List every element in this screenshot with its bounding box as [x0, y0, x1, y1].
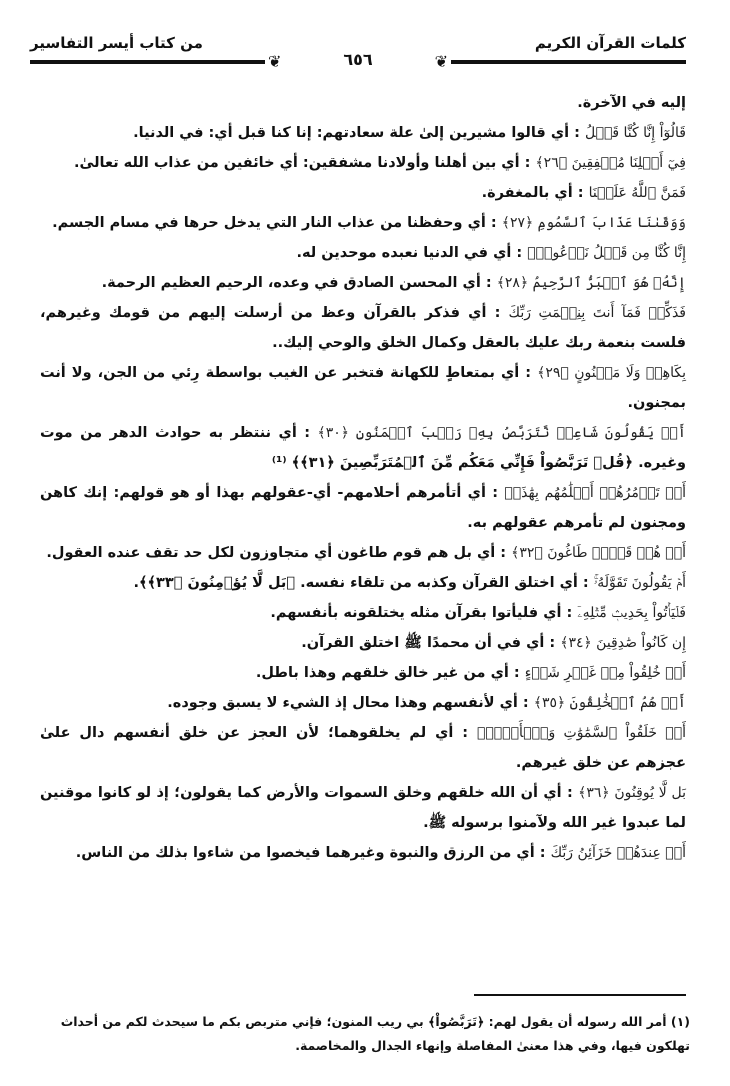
text-line	[40, 538, 686, 568]
quran-phrase: إِن كَانُواْ صَٰدِقِينَ ﴿٣٤﴾	[560, 635, 686, 651]
quran-phrase: أَمۡ خَلَقُواْ ٱلسَّمَٰوَٰتِ وَٱلۡأَرۡضَۚ	[476, 725, 687, 741]
running-title-right: كلمات القرآن الكريم	[534, 34, 686, 52]
text-line	[40, 598, 686, 628]
quran-phrase: أَمۡ يَقُولُونَ تَقَوَّلَهُۥۚ	[593, 575, 686, 591]
quran-phrase: قَالُوٓاْ إِنَّا كُنَّا قَبۡلُ	[584, 125, 686, 141]
explanation: : أي أتأمرهم أحلامهم- أي-عقولهم بهذا أو هو قولهم: إنك كاهن ومجنون لم تأمرهم عقولهم به.	[40, 485, 686, 531]
quran-phrase: أَمۡ هُمُ ٱلۡخَٰلِقُونَ ﴿٣٥﴾	[533, 695, 686, 711]
explanation: إليه في الآخرة.	[577, 95, 686, 111]
footnote-text: أمر الله رسوله أن يقول لهم: ﴿تَرَبَّصُواْ﴾ بي ريب المنون؛ فإني متربص بكم ما سيحدث لكم من أحداث تهلكون فيها، وفي هذا معنىٰ المفاصلة وإنهاء الجدال والمخاصمة.	[60, 1014, 690, 1053]
text-line	[40, 658, 686, 688]
text-line	[40, 568, 686, 598]
text-line	[40, 478, 686, 538]
text-line	[40, 688, 686, 718]
header-rule-right	[451, 60, 686, 64]
text-line	[40, 118, 686, 148]
text-line	[40, 238, 686, 268]
quran-phrase: بَل لَّا يُوقِنُونَ ﴿٣٦﴾	[578, 785, 686, 801]
text-line	[40, 838, 686, 868]
text-line	[40, 178, 686, 208]
running-title-left: من كتاب أيسر التفاسير	[30, 34, 203, 52]
tafsir-body	[40, 88, 686, 868]
explanation: : أي أن الله خلقهم وخلق السموات والأرض كما يقولون؛ إذ لو كانوا موقنين لما عبدوا غير الله ولآمنوا برسوله ﷺ.	[40, 785, 686, 831]
text-line	[40, 358, 686, 418]
explanation: : أي فليأتوا بقرآن مثله يختلقونه بأنفسهم.	[270, 605, 578, 621]
explanation: : أي بالمغفرة.	[481, 185, 589, 201]
quran-phrase: أَمۡ عِندَهُمۡ خَزَآئِنُ رَبِّكَ	[550, 845, 686, 861]
explanation: : أي لم يخلقوهما؛ لأن العجز عن خلق أنفسهم دال علىٰ عجزهم عن خلق غيرهم.	[40, 725, 686, 771]
explanation: : أي ننتظر به حوادث الدهر من موت وغيره. ﴿قُلۡ تَرَبَّصُواْ فَإِنِّي مَعَكُم مِّنَ ٱلۡمُتَرَبِّصِينَ ﴿٣١﴾﴾ ⁽¹⁾	[40, 425, 686, 471]
quran-phrase: إِنَّهُۥ هُوَ ٱلۡبَرُّ ٱلرَّحِيمُ ﴿٢٨﴾	[496, 275, 686, 291]
explanation: : أي في أن محمدًا ﷺ اختلق القرآن.	[301, 635, 561, 651]
footnote-separator	[474, 994, 686, 996]
explanation: : أي لأنفسهم وهذا محال إذ الشيء لا يسبق وجوده.	[167, 695, 534, 711]
explanation: : أي بين أهلنا وأولادنا مشفقين: أي خائفين من عذاب الله تعالىٰ.	[73, 155, 536, 171]
ornament-icon: ❦	[268, 52, 282, 71]
quran-phrase: أَمۡ خُلِقُواْ مِنۡ غَيۡرِ شَيۡءٍ	[524, 665, 686, 681]
explanation: : أي المحسن الصادق في وعده، الرحيم العظيم الرحمة.	[101, 275, 497, 291]
quran-phrase: فَمَنَّ ٱللَّهُ عَلَيۡنَا	[588, 185, 686, 201]
quran-phrase: أَمۡ تَأۡمُرُهُمۡ أَحۡلَٰمُهُم بِهَٰذَآۚ	[504, 485, 687, 501]
quran-phrase: أَمۡ يَقُولُونَ شَاعِرٞ نَّتَرَبَّصُ بِهِۦ رَيۡبَ ٱلۡمَنُونِ ﴿٣٠﴾	[317, 425, 686, 441]
explanation: : أي قالوا مشيرين إلىٰ علة سعادتهم: إنا كنا قبل أي: في الدنيا.	[133, 125, 585, 141]
explanation: : أي وحفظنا من عذاب النار التي يدخل حرها في مسام الجسم.	[52, 215, 502, 231]
page-header	[30, 22, 686, 72]
explanation: : أي فذكر بالقرآن وعظ من أرسلت إليهم من قومك وغيرهم، فلست بنعمة ربك عليك بالعقل وكمال الخلق والوحي إليك..	[40, 305, 686, 351]
text-line	[40, 148, 686, 178]
page-number: ٦٥٦	[343, 50, 373, 69]
ornament-icon: ❦	[434, 52, 448, 71]
quran-phrase: فَلۡيَأۡتُواْ بِحَدِيثٖ مِّثۡلِهِۦٓ	[577, 605, 686, 621]
explanation: : أي في الدنيا نعبده موحدين له.	[296, 245, 528, 261]
explanation: : أي من غير خالق خلقهم وهذا باطل.	[255, 665, 525, 681]
explanation: : أي بمتعاطٍ للكهانة فتخبر عن الغيب بواسطة رِئي من الجن، ولا أنت بمجنون.	[40, 365, 686, 411]
explanation: : أي اختلق القرآن وكذبه من تلقاء نفسه. ﴿بَل لَّا يُؤۡمِنُونَ ﴿٣٣﴾﴾.	[133, 575, 594, 591]
quran-phrase: بِكَاهِنٖ وَلَا مَجۡنُونٍ ﴿٢٩﴾	[537, 365, 686, 381]
text-line	[40, 628, 686, 658]
text-line	[40, 268, 686, 298]
quran-phrase: وَوَقَىٰنَا عَذَابَ ٱلسَّمُومِ ﴿٢٧﴾	[501, 215, 686, 231]
footnote	[36, 1010, 690, 1058]
quran-phrase: فِيٓ أَهۡلِنَا مُشۡفِقِينَ ﴿٢٦﴾	[535, 155, 686, 171]
text-line	[40, 418, 686, 478]
text-line	[40, 208, 686, 238]
explanation: : أي بل هم قوم طاغون أي متجاوزون لكل حد تقف عنده العقول.	[46, 545, 512, 561]
quran-phrase: أَمۡ هُمۡ قَوۡمٞ طَاغُونَ ﴿٣٢﴾	[511, 545, 686, 561]
text-line	[40, 778, 686, 838]
text-line	[40, 88, 686, 118]
text-line	[40, 298, 686, 358]
header-rule-left	[30, 60, 265, 64]
quran-phrase: فَذَكِّرۡ فَمَآ أَنتَ بِنِعۡمَتِ رَبِّكَ	[508, 305, 686, 321]
explanation: : أي من الرزق والنبوة وغيرهما فيخصوا من شاءوا بذلك من الناس.	[75, 845, 551, 861]
text-line	[40, 718, 686, 778]
footnote-marker: (١)	[670, 1014, 690, 1029]
quran-phrase: إِنَّا كُنَّا مِن قَبۡلُ نَدۡعُوهُۖ	[527, 245, 686, 261]
